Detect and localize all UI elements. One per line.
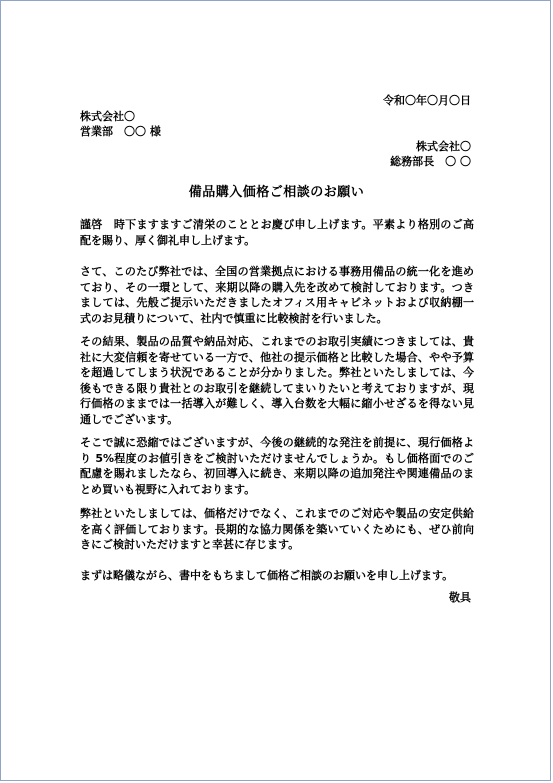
sender-person: 総務部長 〇 〇 <box>390 155 471 168</box>
paragraph-relationship: 弊社といたしましては、価格だけでなく、これまでのご対応や製品の安定供給を高く評価しております。長期的な協力関係を築いていくためにも、ぜひ前向きにご検討いただけますと幸甚に存じます。 <box>80 507 474 551</box>
paragraph-closing-remark: まずは略儀ながら、書中をもちまして価格ご相談のお願いを申し上げます。 <box>80 569 454 582</box>
paragraph-greeting: 謹啓 時下ますますご清栄のこととお慶び申し上げます。平素より格別のご高配を賜り、厚く御礼申し上げます。 <box>80 218 474 247</box>
letter-date: 令和〇年〇月〇日 <box>383 94 471 107</box>
recipient-person: 営業部 〇〇 様 <box>80 125 161 138</box>
letter-title: 備品購入価格ご相談のお願い <box>188 185 365 200</box>
recipient-company: 株式会社〇 <box>80 110 135 123</box>
paragraph-background: さて、このたび弊社では、全国の営業拠点における事務用備品の統一化を進めており、その一環として、来期以降の購入先を改めて検討しております。つきましては、先般ご提示いただきましたオフィス用キャビネットおよび収納棚一式のお見積りについて、社内で慎重に比較検討を行いました。 <box>80 265 474 325</box>
paragraph-evaluation: その結果、製品の品質や納品対応、これまでのお取引実績につきましては、貴社に大変信頼を寄せている一方で、他社の提示価格と比較した場合、やや予算を超過してしまう状況であることが分かりました。弊社といたしましては、今後もできる限り貴社とのお取引を継続してまいりたいと考えておりますが、現行価格のままでは一括導入が難しく、導入台数を大幅に縮小せざるを得ない見通しでございます。 <box>80 335 474 426</box>
sender-company: 株式会社〇 <box>416 140 471 153</box>
closing-word: 敬具 <box>449 591 471 604</box>
paragraph-request: そこで誠に恐縮ではございますが、今後の継続的な発注を前提に、現行価格より 5%程度のお値引きをご検討いただけませんでしょうか。もし価格面でのご配慮を賜れましたなら、初回導入に続き、来期以降の追加発注や関連備品のまとめ買いも視野に入れております。 <box>80 436 474 496</box>
